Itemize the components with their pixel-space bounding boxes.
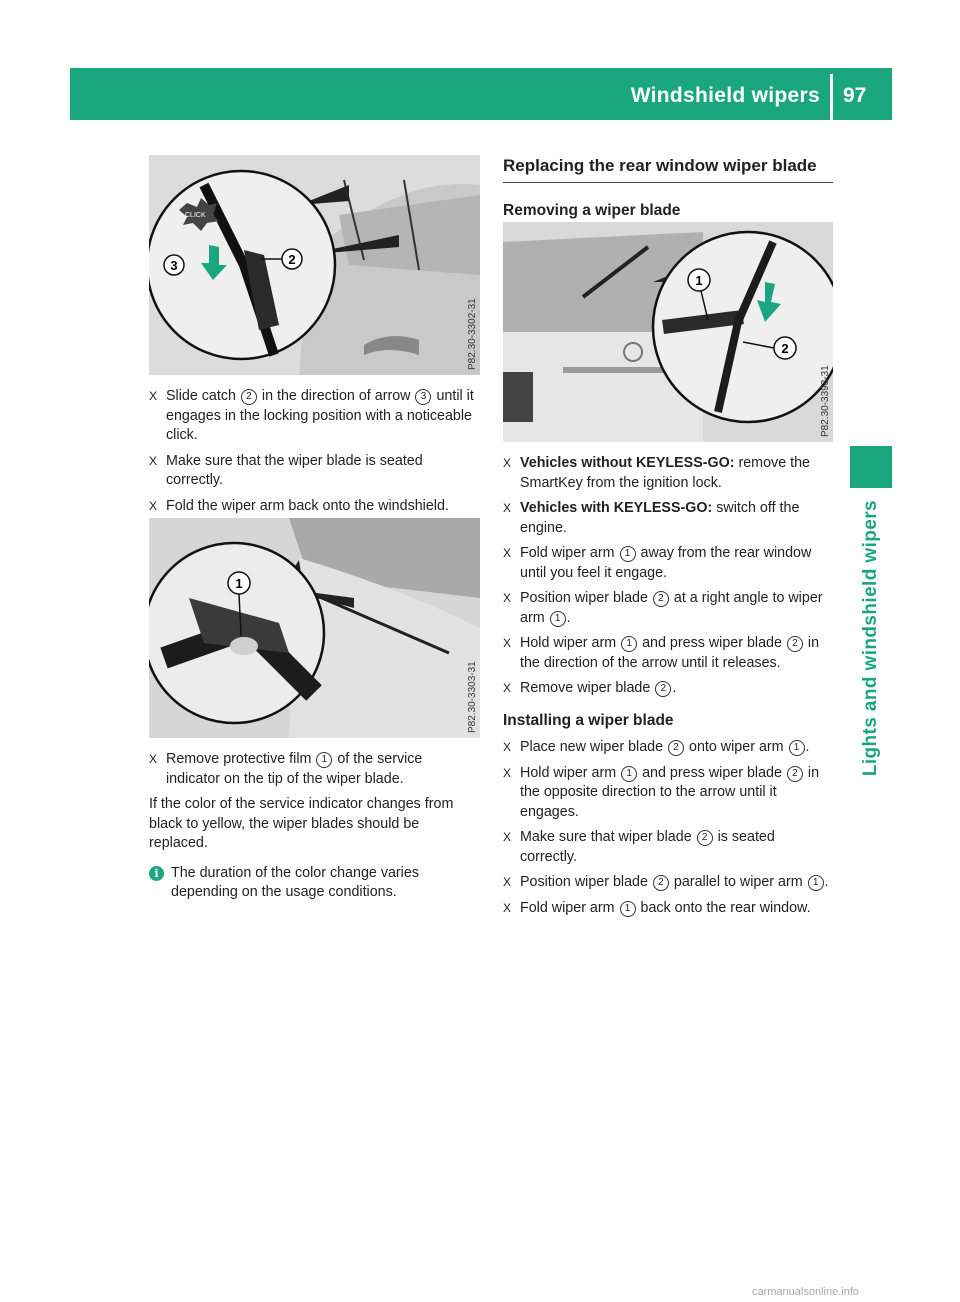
bullet-marker: X — [503, 765, 512, 780]
list-item: X Make sure that the wiper blade is seated correctly. — [149, 452, 423, 488]
bullet-marker: X — [149, 389, 158, 403]
list-item: X Fold the wiper arm back onto the windshield. — [149, 497, 480, 517]
list-item: X Make sure that wiper blade 2 is seated correctly. — [503, 829, 775, 865]
list-item: X Fold wiper arm 1 away from the rear window until you feel it engage. — [503, 545, 812, 581]
list-item: X Remove protective film 1 of the service indicator on the tip of the wiper blade. — [149, 751, 423, 787]
subsection-title: Installing a wiper blade — [503, 711, 674, 729]
list-item: X Fold wiper arm 1 back onto the rear window. — [503, 899, 833, 919]
bullet-marker: X — [503, 681, 512, 695]
left-column-lower — [149, 750, 480, 903]
list-item: X Hold wiper arm 1 and press wiper blade 2 in the opposite direction to the arrow until it engages. — [503, 764, 820, 820]
bullet-marker: X — [149, 752, 158, 766]
header-title: Windshield wipers — [630, 84, 820, 107]
right-column-lower — [503, 454, 833, 924]
list-item: X Vehicles without KEYLESS-GO: remove the SmartKey from the ignition lock. — [503, 455, 810, 491]
chapter-tab-marker — [850, 446, 892, 488]
bullet-marker: X — [503, 900, 512, 915]
bullet-marker: X — [503, 636, 512, 650]
bullet-marker: X — [503, 501, 512, 515]
bullet-marker: X — [503, 456, 512, 470]
bullet-marker: X — [503, 875, 512, 889]
click-label: CLICK — [185, 212, 206, 219]
list-item: X Position wiper blade 2 at a right angle to wiper arm 1 . — [503, 590, 823, 626]
image-code: P82.30-3398-31 — [820, 365, 831, 437]
bullet-marker: X — [503, 591, 512, 605]
bullet-marker: X — [149, 453, 158, 468]
paragraph: If the color of the service indicator changes from black to yellow, the wiper blades should be replaced. — [149, 796, 454, 851]
bullet-marker: X — [503, 830, 512, 844]
callout-1: 1 — [695, 273, 703, 288]
wiper-catch-illustration — [149, 155, 480, 375]
list-item: X Vehicles with KEYLESS-GO: switch off the engine. — [503, 500, 800, 536]
callout-2: 2 — [288, 252, 296, 267]
bullet-marker: X — [149, 498, 158, 513]
left-column — [149, 387, 480, 522]
rear-wiper-illustration — [503, 222, 833, 442]
image-code: P82.30-3303-31 — [467, 661, 478, 733]
footer-watermark: carmanualsonline.info — [752, 1286, 860, 1298]
page-number: 97 — [843, 84, 867, 107]
section-title: Replacing the rear window wiper blade — [503, 156, 833, 183]
callout-2: 2 — [781, 341, 789, 356]
bullet-marker: X — [503, 546, 512, 560]
header-separator — [830, 74, 833, 120]
info-icon: i — [149, 866, 164, 881]
list-item: X Position wiper blade 2 parallel to wiper arm 1 . — [503, 873, 833, 893]
list-item: X Hold wiper arm 1 and press wiper blade 2 in the direction of the arrow until it releases. — [503, 635, 820, 671]
list-item: X Remove wiper blade 2 . — [503, 679, 833, 699]
info-note: i The duration of the color change varies depending on the usage conditions. — [149, 864, 480, 903]
service-indicator-illustration — [149, 518, 480, 738]
subsection-title: Removing a wiper blade — [503, 201, 681, 219]
bullet-marker: X — [503, 740, 512, 754]
list-item: X Place new wiper blade 2 onto wiper arm 1 . — [503, 738, 833, 758]
callout-1: 1 — [235, 576, 243, 591]
right-column-top — [503, 156, 833, 220]
chapter-tab-label: Lights and windshield wipers — [860, 500, 881, 777]
chapter-tab — [850, 500, 892, 900]
image-code: P82.30-3302-31 — [467, 298, 478, 370]
list-item: X Slide catch 2 in the direction of arrow 3 until it engages in the locking position with a noticeable click. — [149, 388, 474, 443]
callout-3: 3 — [170, 258, 178, 273]
